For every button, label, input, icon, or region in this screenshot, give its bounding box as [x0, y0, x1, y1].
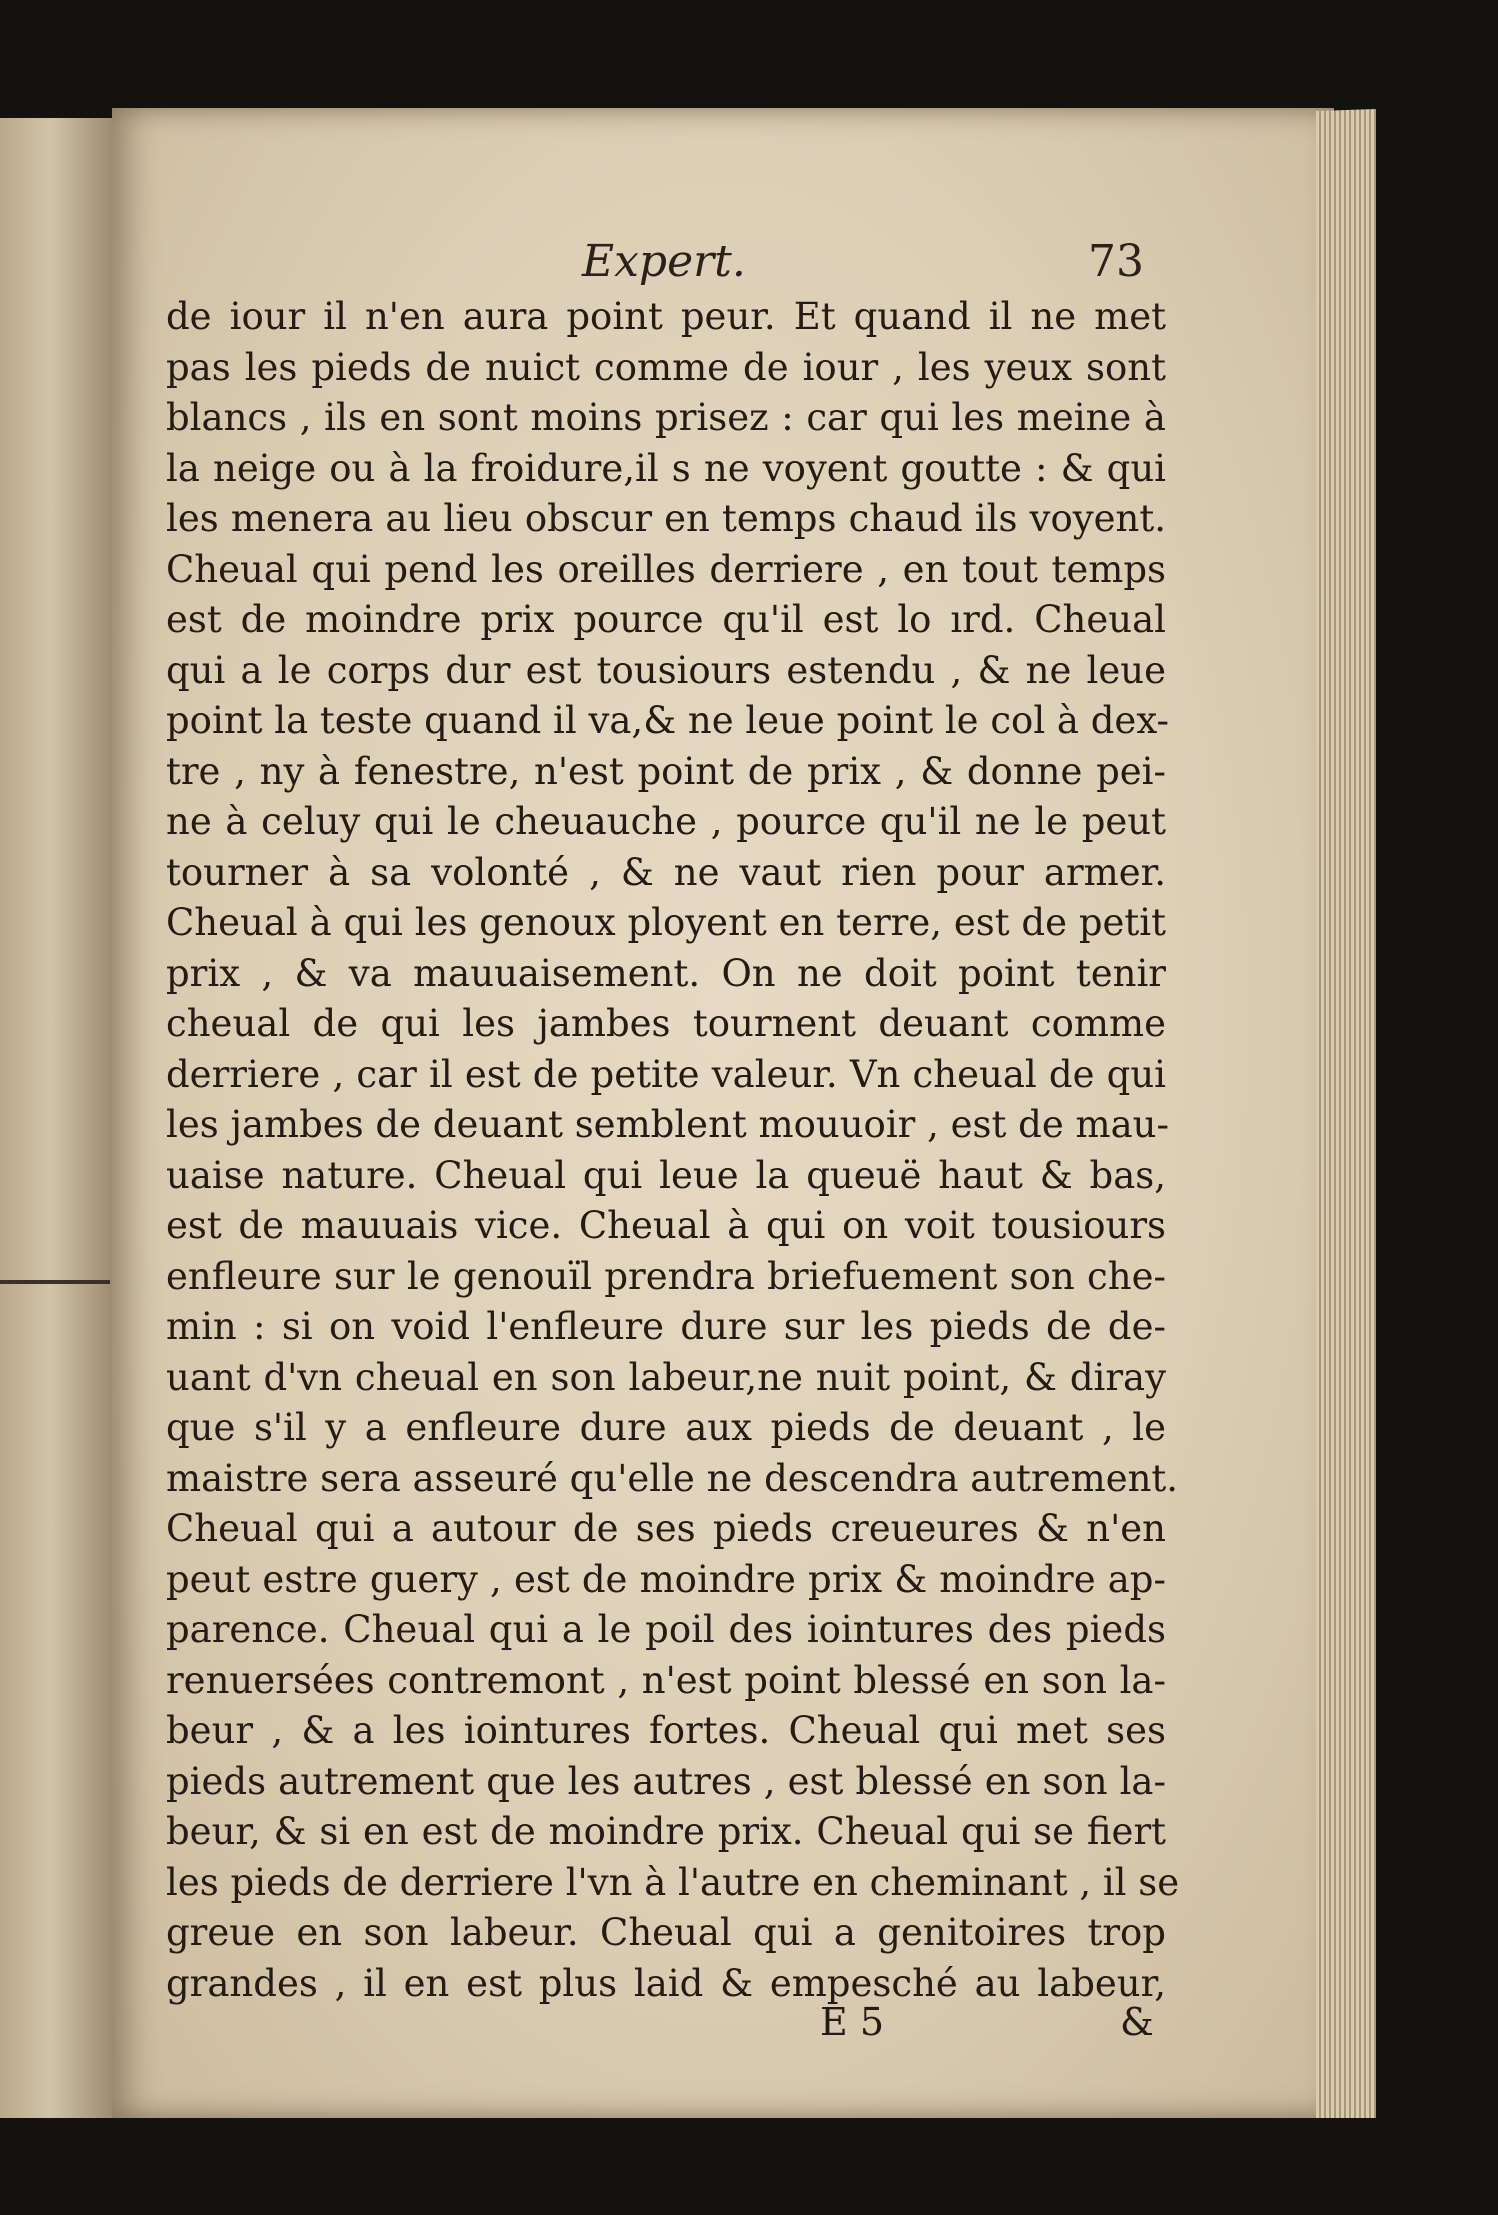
page-stack-edge — [1316, 109, 1376, 2121]
running-title: Expert. — [582, 236, 746, 287]
text-line: cheual de qui les jambes tournent deuant comme — [166, 1002, 1166, 1045]
text-line: Cheual qui pend les oreilles derriere , en tout temps — [166, 547, 1166, 591]
page-number: 73 — [1088, 236, 1144, 287]
text-line: min : si on void l'enfleure dure sur les pieds de de- — [166, 1305, 1166, 1348]
text-line: les pieds de derriere l'vn à l'autre en cheminant , il se — [166, 1860, 1180, 1904]
signature-mark: E 5 — [820, 2000, 884, 2044]
text-line: grandes , il en est plus laid & empesché au labeur, — [166, 1961, 1166, 2005]
text-line: greue en son labeur. Cheual qui a genitoires trop — [166, 1911, 1166, 1954]
text-line: enfleure sur le genouïl prendra briefuement son che- — [166, 1254, 1166, 1298]
text-line: blancs , ils en sont moins prisez : car qui les meine à — [166, 396, 1166, 439]
catchword: & — [1120, 2000, 1154, 2044]
text-line: Cheual à qui les genoux ployent en terre, est de petit — [166, 901, 1166, 944]
text-line: beur , & a les iointures fortes. Cheual qui met ses — [166, 1709, 1166, 1752]
text-line: ne à celuy qui le cheuauche , pource qu'il ne le peut — [166, 800, 1166, 843]
text-line: est de moindre prix pource qu'il est lo ırd. Cheual — [166, 598, 1166, 641]
running-head — [0, 236, 1498, 296]
text-line: que s'il y a enfleure dure aux pieds de deuant , le — [166, 1406, 1166, 1449]
text-line: la neige ou à la froidure,il s ne voyent goutte : & qui — [166, 446, 1166, 490]
text-line: beur, & si en est de moindre prix. Cheual qui se fiert — [166, 1810, 1166, 1853]
body-text — [166, 292, 1180, 2009]
text-line: est de mauuais vice. Cheual à qui on voit tousiours — [166, 1204, 1166, 1247]
text-line: pieds autrement que les autres , est blessé en son la- — [166, 1759, 1166, 1803]
text-line: qui a le corps dur est tousiours estendu , & ne leue — [166, 648, 1166, 692]
text-line: pas les pieds de nuict comme de iour , les yeux sont — [166, 345, 1166, 389]
text-line: uant d'vn cheual en son labeur,ne nuit point, & diray — [166, 1355, 1166, 1399]
bottom-background — [0, 2118, 1498, 2215]
text-line: maistre sera asseuré qu'elle ne descendra autrement. — [166, 1456, 1179, 1500]
text-line: Cheual qui a autour de ses pieds creueures & n'en — [166, 1507, 1166, 1550]
text-line: tre , ny à fenestre, n'est point de prix , & donne pei- — [166, 749, 1166, 793]
text-line: tourner à sa volonté , & ne vaut rien pour armer. — [166, 850, 1166, 894]
text-line: les jambes de deuant semblent mouuoir , est de mau- — [166, 1103, 1169, 1146]
left-page-shadow-line — [0, 1280, 110, 1284]
text-line: parence. Cheual qui a le poil des iointures des pieds — [166, 1608, 1166, 1651]
text-line: point la teste quand il va,& ne leue point le col à dex- — [166, 699, 1170, 742]
text-line: renuersées contremont , n'est point blessé en son la- — [166, 1658, 1166, 1702]
text-line: derriere , car il est de petite valeur. Vn cheual de qui — [166, 1052, 1166, 1096]
text-line: prix , & va mauuaisement. On ne doit point tenir — [166, 951, 1166, 995]
text-line: les menera au lieu obscur en temps chaud ils voyent. — [166, 497, 1166, 540]
text-line: uaise nature. Cheual qui leue la queuë haut & bas, — [166, 1153, 1166, 1197]
left-page-edge — [0, 118, 112, 2118]
text-line: peut estre guery , est de moindre prix & moindre ap- — [166, 1557, 1166, 1601]
text-line: de iour il n'en aura point peur. Et quand il ne met — [166, 295, 1166, 338]
